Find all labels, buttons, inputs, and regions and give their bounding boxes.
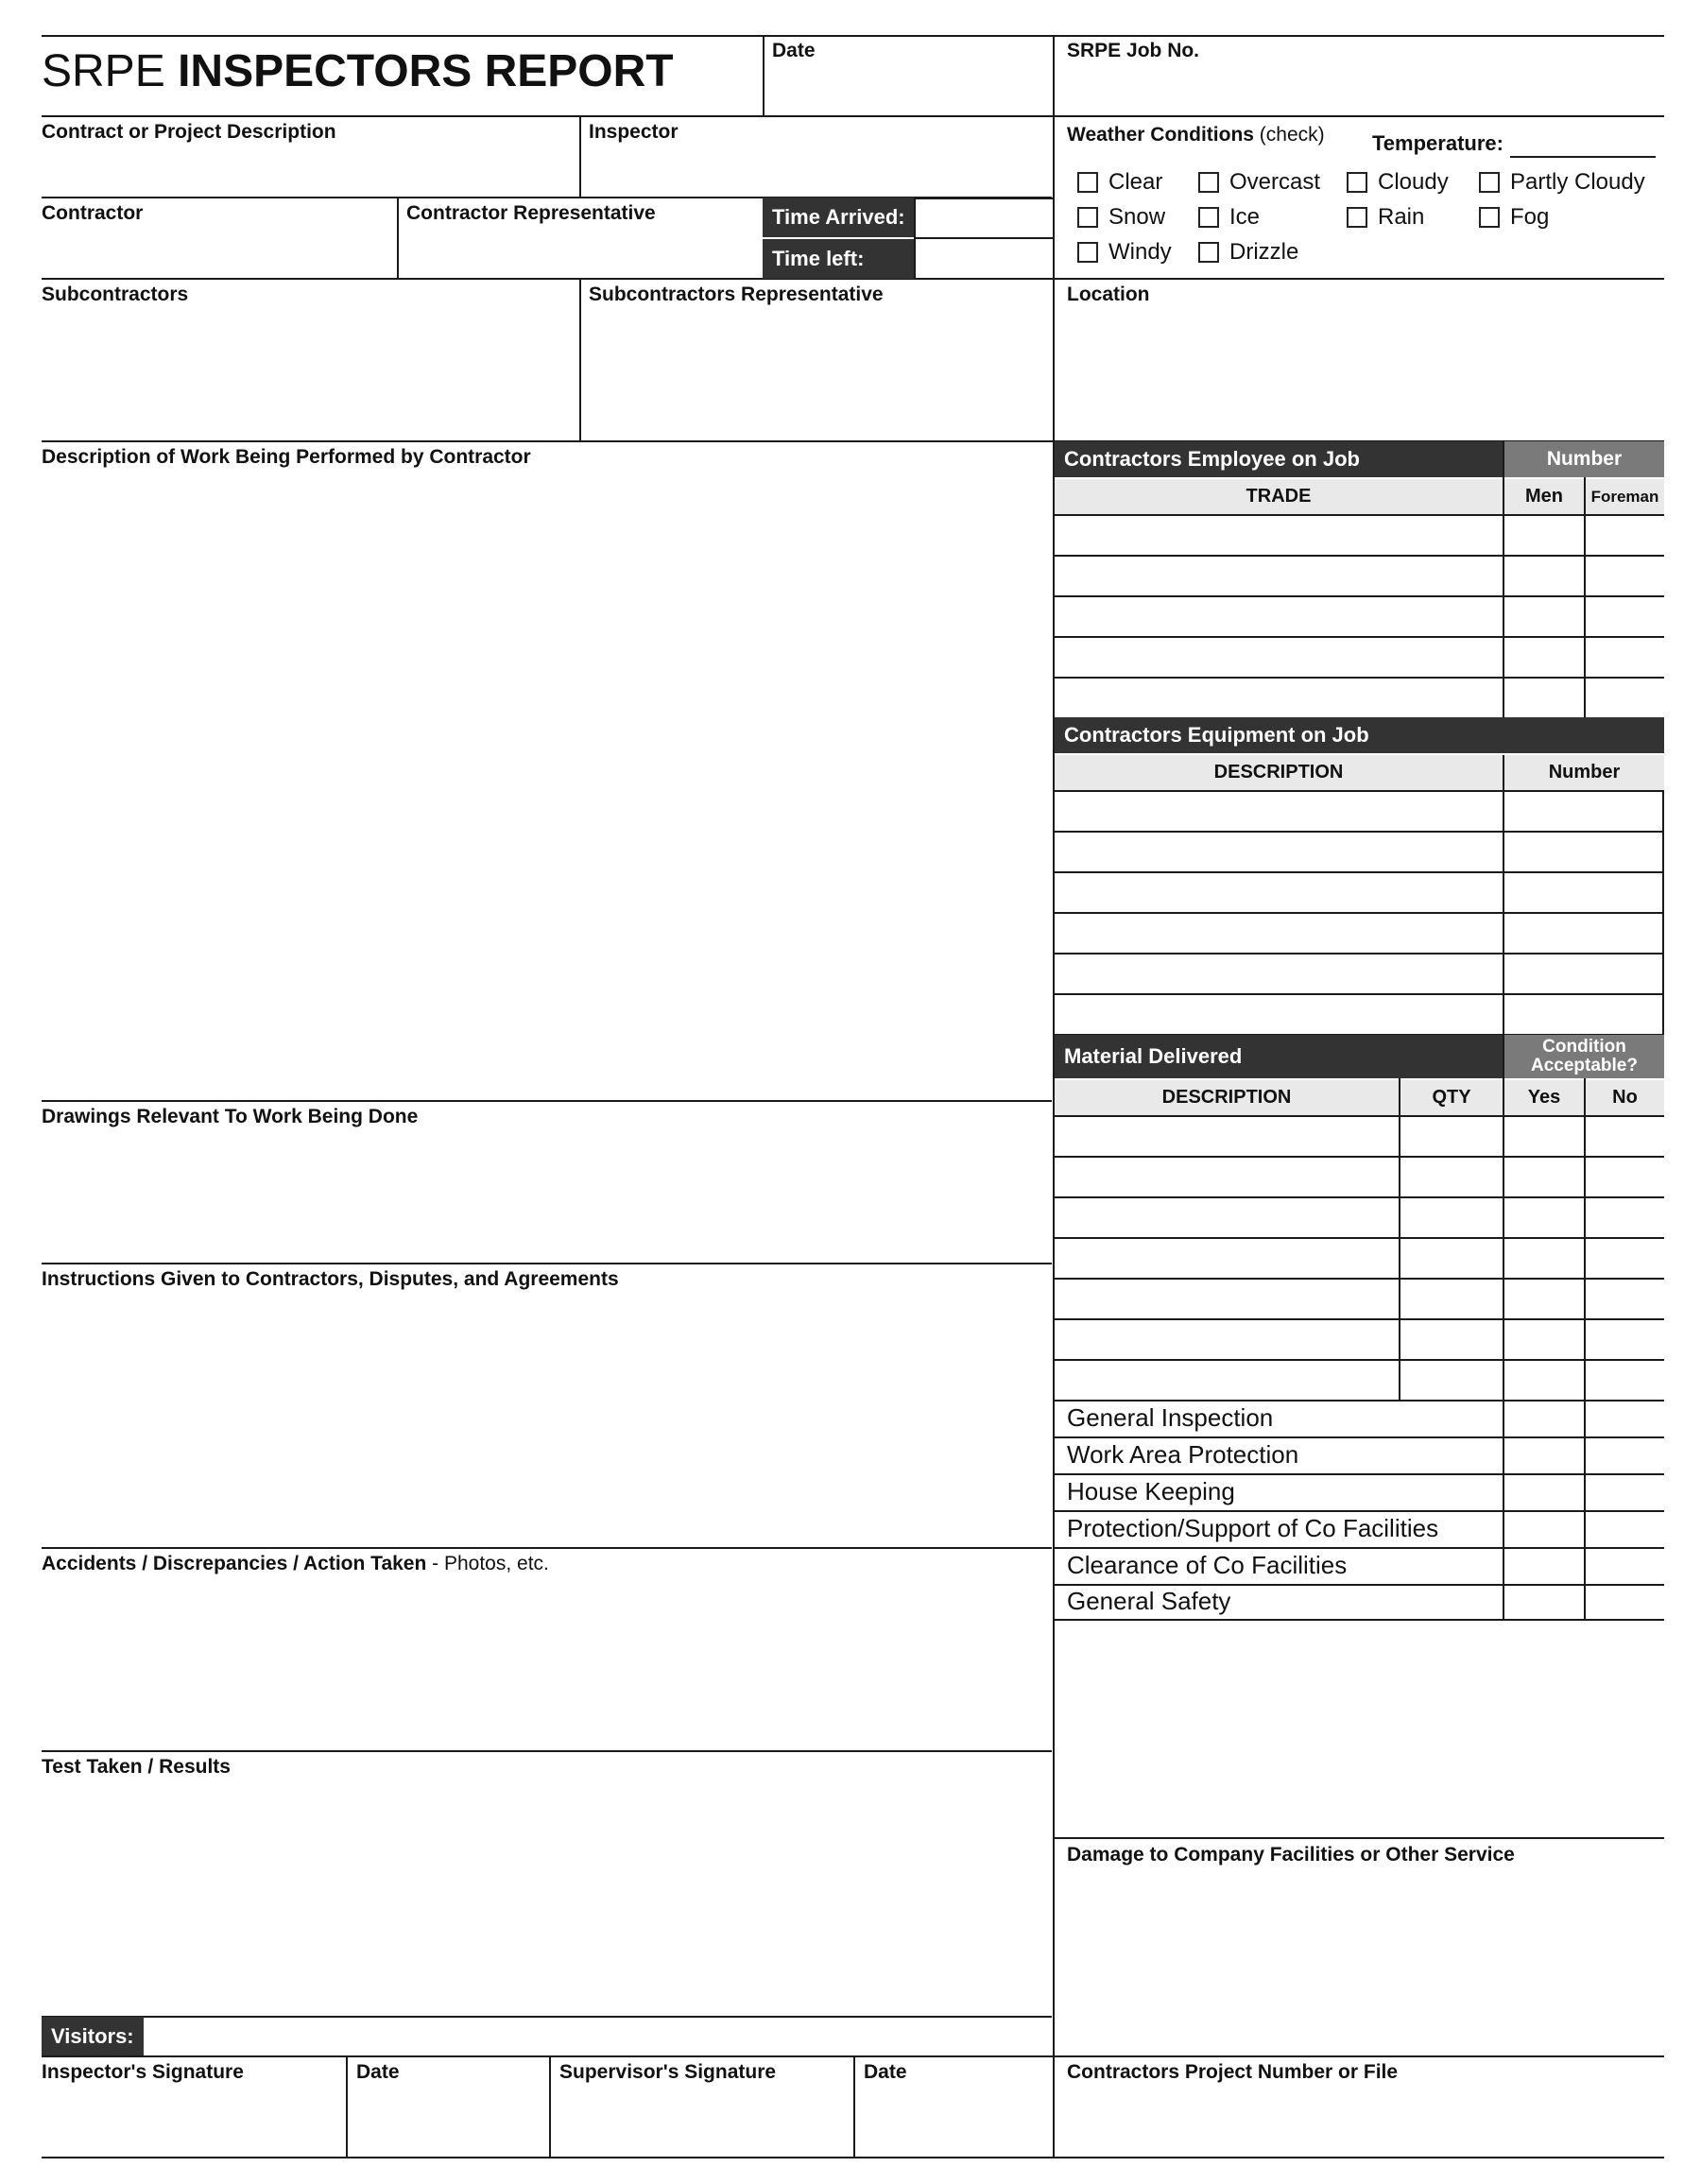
subcontractors-field[interactable]: [42, 306, 576, 439]
checklist-general-inspection: General Inspection: [1067, 1403, 1274, 1432]
material-table-body[interactable]: [1055, 1117, 1664, 1399]
weather-option-clear: Clear: [1108, 169, 1163, 195]
inspector-signature-label: Inspector's Signature: [42, 2061, 244, 2083]
time-left-field[interactable]: [917, 240, 1051, 277]
employees-number-header: Number: [1504, 441, 1664, 477]
temperature-field[interactable]: [1510, 129, 1656, 155]
tests-field[interactable]: [42, 1780, 1049, 2013]
weather-checkbox-clear[interactable]: [1077, 172, 1098, 193]
project-number-label: Contractors Project Number or File: [1067, 2061, 1399, 2083]
equipment-table-body[interactable]: [1055, 792, 1664, 1034]
contractor-representative-field[interactable]: [401, 223, 760, 276]
contractor-representative-label: Contractor Representative: [406, 202, 656, 224]
time-arrived-label: Time Arrived:: [763, 198, 914, 237]
supervisor-signature-field[interactable]: [553, 2085, 851, 2155]
drawings-field[interactable]: [42, 1130, 1049, 1261]
checklist-house-keeping: House Keeping: [1067, 1477, 1235, 1505]
weather-option-cloudy: Cloudy: [1378, 169, 1449, 195]
checklist-yes-no-cells[interactable]: [1504, 1402, 1664, 1617]
employees-header: Contractors Employee on Job: [1055, 441, 1503, 477]
location-label: Location: [1067, 284, 1150, 305]
instructions-label: Instructions Given to Contractors, Disputes, and Agreements: [42, 1268, 619, 1290]
checklist-work-area-protection: Work Area Protection: [1067, 1440, 1299, 1469]
trade-column-header: TRADE: [1055, 479, 1503, 514]
subcontractors-representative-field[interactable]: [583, 306, 1050, 439]
inspector-label: Inspector: [589, 121, 679, 143]
weather-checkbox-partly-cloudy[interactable]: [1479, 172, 1500, 193]
temperature-label: Temperature:: [1372, 131, 1503, 155]
weather-checkbox-snow[interactable]: [1077, 207, 1098, 228]
subcontractors-representative-label: Subcontractors Representative: [589, 284, 884, 305]
inspector-field[interactable]: [583, 142, 1050, 195]
weather-checkbox-cloudy[interactable]: [1347, 172, 1367, 193]
material-yes-column-header: Yes: [1504, 1080, 1584, 1115]
men-column-header: Men: [1504, 479, 1584, 514]
visitors-field[interactable]: [146, 2019, 1049, 2055]
material-description-column-header: DESCRIPTION: [1055, 1080, 1399, 1115]
weather-checkbox-ice[interactable]: [1198, 207, 1219, 228]
time-arrived-field[interactable]: [917, 199, 1051, 236]
weather-checkbox-drizzle[interactable]: [1198, 242, 1219, 263]
material-no-column-header: No: [1586, 1080, 1664, 1115]
inspector-date-field[interactable]: [350, 2085, 547, 2155]
date-field[interactable]: [763, 59, 1051, 113]
equipment-number-column-header: Number: [1504, 755, 1664, 790]
material-header: Material Delivered: [1055, 1035, 1503, 1078]
subcontractors-label: Subcontractors: [42, 284, 189, 305]
visitors-label: Visitors:: [42, 2017, 144, 2055]
weather-checkbox-fog[interactable]: [1479, 207, 1500, 228]
weather-checkbox-overcast[interactable]: [1198, 172, 1219, 193]
contractor-label: Contractor: [42, 202, 144, 224]
weather-checkbox-windy[interactable]: [1077, 242, 1098, 263]
weather-checkbox-rain[interactable]: [1347, 207, 1367, 228]
tests-label: Test Taken / Results: [42, 1756, 231, 1778]
equipment-description-column-header: DESCRIPTION: [1055, 755, 1503, 790]
supervisor-date-field[interactable]: [857, 2085, 1049, 2155]
weather-option-ice: Ice: [1229, 204, 1261, 230]
weather-option-overcast: Overcast: [1229, 169, 1321, 195]
instructions-field[interactable]: [42, 1293, 1049, 1544]
supervisor-date-label: Date: [864, 2061, 907, 2083]
equipment-header: Contractors Equipment on Job: [1055, 717, 1664, 753]
foreman-column-header: Foreman: [1586, 479, 1664, 514]
weather-option-fog: Fog: [1510, 204, 1550, 230]
work-description-label: Description of Work Being Performed by Contractor: [42, 446, 531, 468]
weather-option-snow: Snow: [1108, 204, 1166, 230]
damage-label: Damage to Company Facilities or Other Service: [1067, 1844, 1515, 1866]
date-label: Date: [772, 40, 816, 61]
notes-area[interactable]: [1058, 1622, 1661, 1835]
inspector-date-label: Date: [356, 2061, 400, 2083]
drawings-label: Drawings Relevant To Work Being Done: [42, 1106, 419, 1127]
checklist-protection-support: Protection/Support of Co Facilities: [1067, 1514, 1439, 1542]
work-description-field[interactable]: [42, 471, 1049, 1098]
weather-option-drizzle: Drizzle: [1229, 239, 1299, 265]
project-number-field[interactable]: [1058, 2085, 1661, 2155]
location-field[interactable]: [1058, 306, 1661, 439]
damage-field[interactable]: [1058, 1867, 1661, 2053]
inspector-signature-field[interactable]: [42, 2085, 344, 2155]
weather-option-windy: Windy: [1108, 239, 1172, 265]
job-number-label: SRPE Job No.: [1067, 40, 1200, 61]
weather-option-partly-cloudy: Partly Cloudy: [1510, 169, 1645, 195]
contract-description-field[interactable]: [42, 142, 576, 195]
employees-table-body[interactable]: [1055, 516, 1664, 716]
weather-option-rain: Rain: [1378, 204, 1425, 230]
form-title: SRPE INSPECTORS REPORT: [42, 46, 674, 96]
checklist-general-safety: General Safety: [1067, 1587, 1231, 1615]
time-left-label: Time left:: [763, 239, 914, 279]
contract-description-label: Contract or Project Description: [42, 121, 336, 143]
accidents-label: Accidents / Discrepancies / Action Taken - Photos, etc.: [42, 1553, 549, 1574]
contractor-field[interactable]: [42, 223, 395, 276]
checklist-clearance: Clearance of Co Facilities: [1067, 1551, 1348, 1579]
supervisor-signature-label: Supervisor's Signature: [559, 2061, 777, 2083]
condition-acceptable-header: Condition Acceptable?: [1504, 1035, 1664, 1078]
material-qty-column-header: QTY: [1400, 1080, 1503, 1115]
weather-conditions-label: Weather Conditions (check): [1067, 124, 1325, 146]
job-number-field[interactable]: [1058, 59, 1661, 113]
accidents-field[interactable]: [42, 1577, 1049, 1747]
